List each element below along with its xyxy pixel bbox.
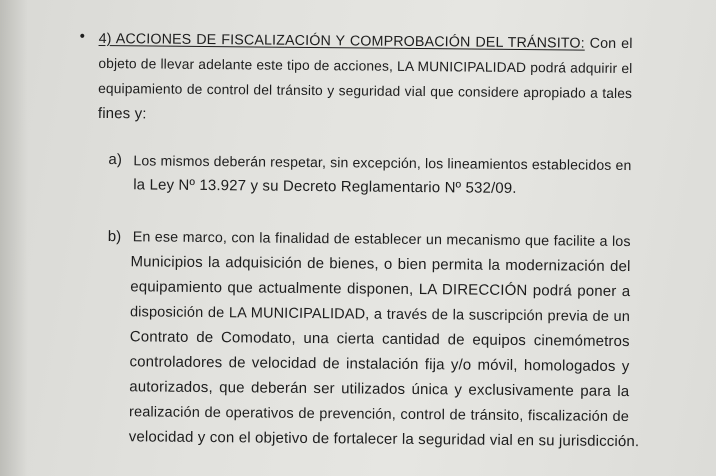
item-b-line-3-text: equipamiento que actualmente disponen, LA DIRECCIÓN podrá poner a [130, 278, 631, 301]
item-b-line-1-text: En ese marco, con la finalidad de establecer un mecanismo que facilite a los [132, 229, 631, 251]
item-b-line-8-text: realización de operativos de prevención, control de tránsito, fiscalización de [128, 404, 630, 426]
intro-line-3-text: equipamiento de control del tránsito y seguridad vial que considere apropiado a tales [98, 80, 633, 102]
item-b-line-7 [129, 378, 629, 401]
item-b-line-6-text: controladores de velocidad de instalación fija y/o móvil, homologados y [129, 353, 630, 376]
item-b-line-5 [130, 328, 630, 351]
item-a-marker: a) [108, 151, 123, 169]
item-b-line-2 [130, 253, 630, 276]
item-a-line-2 [133, 176, 517, 198]
item-a-line-1-text: Los mismos deberán respetar, sin excepción, los lineamientos establecidos en [133, 152, 632, 174]
section-heading: 4) ACCIONES DE FISCALIZACIÓN Y COMPROBACIÓN DEL TRÁNSITO: [98, 30, 585, 52]
item-b-line-7-text: autorizados, que deberán ser utilizados única y exclusivamente para la [129, 378, 630, 401]
item-b-line-4 [130, 303, 630, 326]
item-b-line-9-text: velocidad y con el objetivo de fortalecer la seguridad vial en su jurisdicción. [128, 428, 640, 451]
item-b-line-2-text: Municipios la adquisición de bienes, o bien permita la modernización del [130, 253, 631, 276]
section-heading-line-wrap [99, 30, 633, 53]
item-b-line-4-text: disposición de LA MUNICIPALIDAD, a través de la suscripción previa de un [129, 304, 631, 326]
item-b-marker: b) [107, 228, 122, 246]
intro-line-2-text: objeto de llevar adelante este tipo de acciones, LA MUNICIPALIDAD podrá adquirir el [98, 55, 633, 77]
item-a-line-1 [133, 151, 631, 174]
section-bullet: • [79, 27, 86, 45]
item-b-line-3 [130, 278, 630, 301]
item-b-line-5-text: Contrato de Comodato, una cierta cantidad de equipos cinemómetros [129, 328, 630, 351]
intro-line-4 [98, 105, 147, 123]
intro-line-1-rest: Con el [584, 35, 633, 53]
intro-line-4-text: fines y: [97, 104, 147, 123]
section-heading-line [99, 30, 633, 53]
item-b-line-8 [129, 403, 629, 426]
item-b-line-6 [129, 353, 629, 376]
intro-line-2 [98, 55, 632, 78]
item-a-line-2-text: la Ley Nº 13.927 y su Decreto Reglamentario Nº 532/09. [133, 176, 517, 197]
intro-line-3 [98, 80, 632, 103]
item-b-line-1 [133, 228, 631, 251]
item-b-line-9 [129, 428, 640, 451]
